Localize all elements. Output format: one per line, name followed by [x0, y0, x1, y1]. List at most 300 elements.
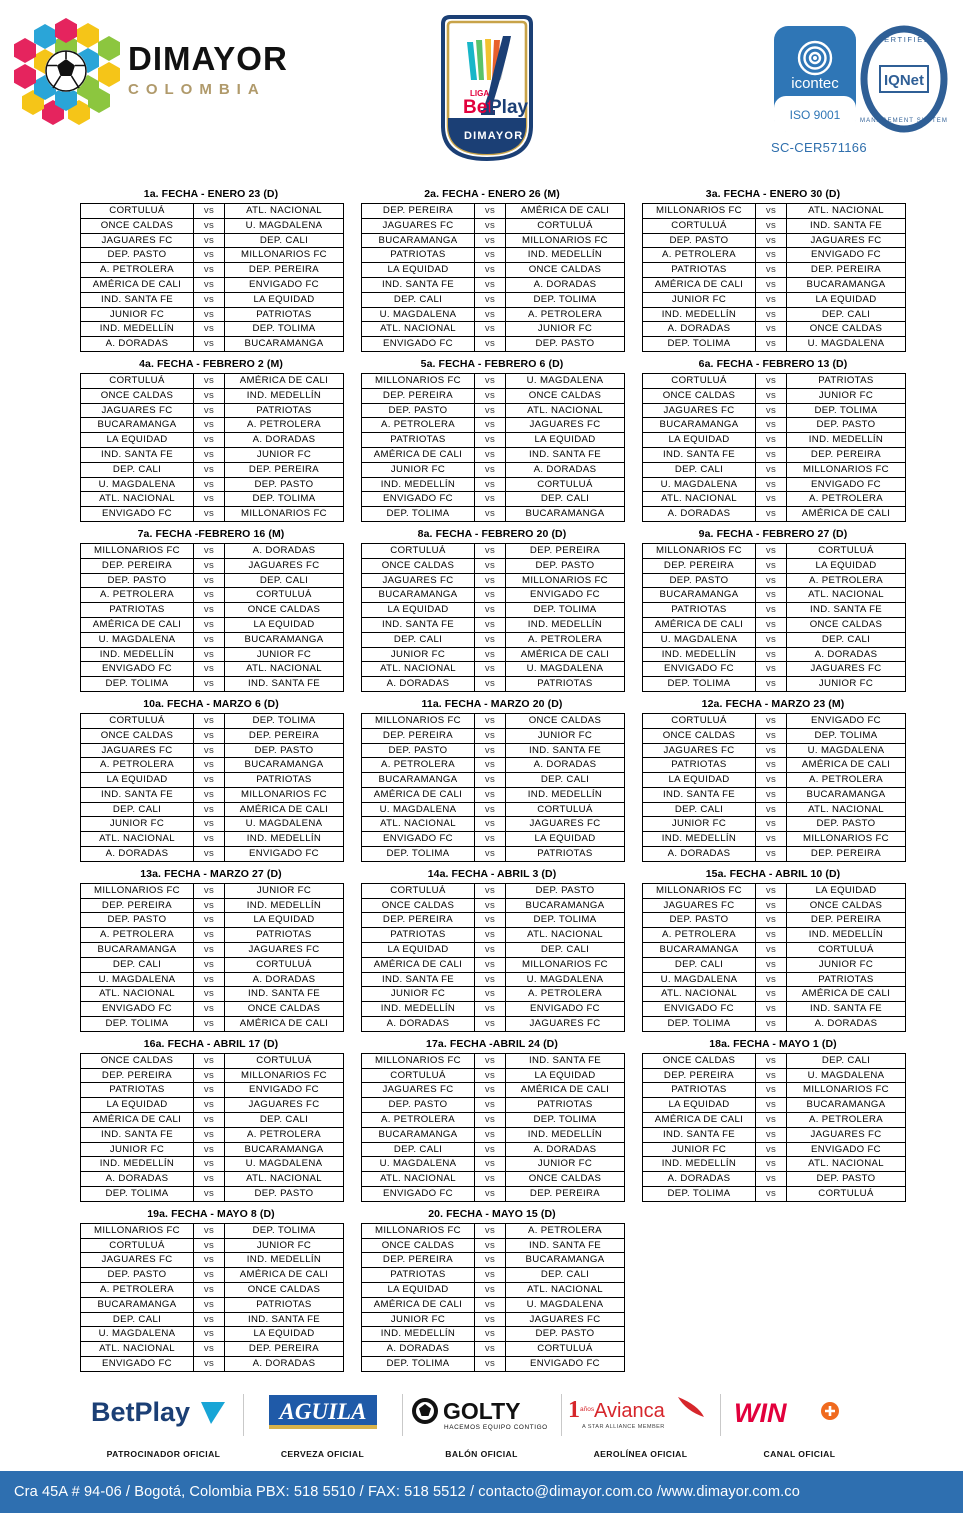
away-team: DEP. CALI: [225, 1113, 344, 1128]
svg-text:AGUILA: AGUILA: [279, 1399, 366, 1424]
vs-label: vs: [194, 802, 225, 817]
table-row: [643, 1068, 906, 1083]
vs-label: vs: [194, 758, 225, 773]
home-team: U. MAGDALENA: [643, 632, 756, 647]
away-team: DEP. CALI: [787, 632, 906, 647]
vs-label: vs: [194, 817, 225, 832]
table-row: [362, 322, 625, 337]
away-team: A. PETROLERA: [506, 987, 625, 1002]
table-row: [81, 1356, 344, 1371]
table-row: [81, 403, 344, 418]
fixtures-table: [80, 1223, 344, 1372]
away-team: MILLONARIOS FC: [225, 1068, 344, 1083]
vs-label: vs: [475, 1157, 506, 1172]
away-team: A. DORADAS: [506, 1142, 625, 1157]
table-row: [362, 913, 625, 928]
home-team: A. PETROLERA: [81, 263, 194, 278]
home-team: MILLONARIOS FC: [362, 1223, 475, 1238]
home-team: A. DORADAS: [362, 1342, 475, 1357]
vs-label: vs: [475, 972, 506, 987]
table-row: [362, 987, 625, 1002]
table-row: [362, 1002, 625, 1017]
home-team: A. DORADAS: [81, 337, 194, 352]
home-team: DEP. PASTO: [81, 573, 194, 588]
away-team: ENVIGADO FC: [225, 847, 344, 862]
table-row: [362, 758, 625, 773]
away-team: JUNIOR FC: [787, 957, 906, 972]
table-row: [81, 1223, 344, 1238]
home-team: ONCE CALDAS: [643, 728, 756, 743]
address-bar: [0, 1471, 963, 1513]
table-row: [81, 307, 344, 322]
home-team: A. PETROLERA: [81, 588, 194, 603]
table-row: [643, 972, 906, 987]
home-team: IND. SANTA FE: [81, 292, 194, 307]
table-row: [362, 292, 625, 307]
table-row: [643, 337, 906, 352]
vs-label: vs: [475, 773, 506, 788]
table-row: [81, 817, 344, 832]
table-row: [362, 1283, 625, 1298]
away-team: IND. MEDELLÍN: [225, 832, 344, 847]
fecha-title: 5a. FECHA - FEBRERO 6 (D): [420, 357, 564, 370]
away-team: AMÉRICA DE CALI: [506, 204, 625, 219]
away-team: DEP. PEREIRA: [225, 1342, 344, 1357]
svg-text:IQNet: IQNet: [883, 72, 925, 89]
vs-label: vs: [475, 418, 506, 433]
away-team: DEP. PEREIRA: [506, 1187, 625, 1202]
vs-label: vs: [194, 883, 225, 898]
sponsor-caption: AEROLÍNEA OFICIAL: [593, 1449, 688, 1459]
home-team: AMÉRICA DE CALI: [643, 277, 756, 292]
table-row: [643, 263, 906, 278]
home-team: LA EQUIDAD: [643, 433, 756, 448]
away-team: MILLONARIOS FC: [506, 573, 625, 588]
away-team: DEP. TOLIMA: [225, 492, 344, 507]
home-team: DEP. PEREIRA: [362, 1253, 475, 1268]
table-row: [643, 713, 906, 728]
home-team: ONCE CALDAS: [81, 1053, 194, 1068]
away-team: A. PETROLERA: [225, 1127, 344, 1142]
home-team: IND. SANTA FE: [81, 787, 194, 802]
fecha-block: [80, 188, 342, 352]
home-team: MILLONARIOS FC: [643, 883, 756, 898]
fecha-block: [642, 698, 904, 862]
table-row: [362, 1017, 625, 1032]
away-team: IND. MEDELLÍN: [225, 1253, 344, 1268]
away-team: ONCE CALDAS: [506, 713, 625, 728]
away-team: IND. SANTA FE: [225, 677, 344, 692]
away-team: A. DORADAS: [506, 462, 625, 477]
table-row: [81, 492, 344, 507]
vs-label: vs: [756, 588, 787, 603]
vs-label: vs: [475, 233, 506, 248]
sponsor-betplay: [85, 1390, 243, 1459]
table-row: [362, 307, 625, 322]
away-team: DEP. PASTO: [225, 477, 344, 492]
vs-label: vs: [475, 1017, 506, 1032]
table-row: [362, 743, 625, 758]
table-row: [362, 847, 625, 862]
table-row: [643, 847, 906, 862]
away-team: MILLONARIOS FC: [225, 507, 344, 522]
home-team: ATL. NACIONAL: [643, 987, 756, 1002]
away-team: BUCARAMANGA: [225, 337, 344, 352]
vs-label: vs: [194, 307, 225, 322]
away-team: ATL. NACIONAL: [787, 802, 906, 817]
home-team: ENVIGADO FC: [81, 662, 194, 677]
away-team: JAGUARES FC: [506, 418, 625, 433]
home-team: A. PETROLERA: [643, 928, 756, 943]
vs-label: vs: [194, 1283, 225, 1298]
vs-label: vs: [756, 322, 787, 337]
home-team: AMÉRICA DE CALI: [362, 787, 475, 802]
away-team: PATRIOTAS: [506, 847, 625, 862]
table-row: [643, 492, 906, 507]
vs-label: vs: [475, 492, 506, 507]
home-team: DEP. PASTO: [362, 743, 475, 758]
table-row: [81, 1127, 344, 1142]
home-team: IND. SANTA FE: [81, 447, 194, 462]
dimayor-hex-emblem-icon: [14, 18, 118, 122]
table-row: [643, 433, 906, 448]
fixtures-table: [642, 203, 906, 352]
home-team: AMÉRICA DE CALI: [81, 277, 194, 292]
home-team: A. DORADAS: [643, 847, 756, 862]
away-team: DEP. CALI: [225, 233, 344, 248]
vs-label: vs: [475, 248, 506, 263]
away-team: DEP. PASTO: [506, 558, 625, 573]
home-team: DEP. PASTO: [81, 1268, 194, 1283]
vs-label: vs: [475, 1297, 506, 1312]
home-team: ONCE CALDAS: [81, 218, 194, 233]
vs-label: vs: [475, 647, 506, 662]
vs-label: vs: [194, 418, 225, 433]
away-team: JAGUARES FC: [225, 943, 344, 958]
away-team: IND. MEDELLÍN: [787, 433, 906, 448]
table-row: [643, 558, 906, 573]
away-team: ONCE CALDAS: [787, 898, 906, 913]
home-team: ATL. NACIONAL: [362, 322, 475, 337]
vs-label: vs: [194, 1002, 225, 1017]
vs-label: vs: [756, 832, 787, 847]
home-team: U. MAGDALENA: [81, 477, 194, 492]
home-team: DEP. PASTO: [362, 1098, 475, 1113]
table-row: [362, 1238, 625, 1253]
away-team: BUCARAMANGA: [787, 787, 906, 802]
home-team: ONCE CALDAS: [643, 388, 756, 403]
vs-label: vs: [194, 773, 225, 788]
table-row: [643, 277, 906, 292]
home-team: A. DORADAS: [362, 677, 475, 692]
vs-label: vs: [194, 462, 225, 477]
vs-label: vs: [475, 1002, 506, 1017]
away-team: A. PETROLERA: [506, 307, 625, 322]
vs-label: vs: [475, 507, 506, 522]
table-row: [643, 1172, 906, 1187]
vs-label: vs: [475, 1053, 506, 1068]
sponsor-avianca: [562, 1390, 720, 1459]
vs-label: vs: [194, 1297, 225, 1312]
fecha-block: [80, 868, 342, 1032]
away-team: LA EQUIDAD: [506, 832, 625, 847]
fecha-block: [361, 698, 623, 862]
table-row: [362, 617, 625, 632]
sponsor-caption: PATROCINADOR OFICIAL: [106, 1449, 221, 1459]
table-row: [81, 972, 344, 987]
table-row: [362, 883, 625, 898]
sponsor-caption: BALÓN OFICIAL: [445, 1449, 518, 1459]
home-team: JUNIOR FC: [81, 817, 194, 832]
away-team: ATL. NACIONAL: [787, 204, 906, 219]
away-team: DEP. PEREIRA: [787, 913, 906, 928]
home-team: CORTULUÁ: [362, 1068, 475, 1083]
home-team: ATL. NACIONAL: [81, 832, 194, 847]
fecha-title: 3a. FECHA - ENERO 30 (D): [705, 188, 841, 200]
home-team: DEP. TOLIMA: [81, 677, 194, 692]
away-team: JAGUARES FC: [225, 1098, 344, 1113]
table-row: [81, 204, 344, 219]
away-team: U. MAGDALENA: [506, 1297, 625, 1312]
fixtures-table: [361, 1223, 625, 1372]
away-team: IND. MEDELLÍN: [506, 1127, 625, 1142]
vs-label: vs: [475, 1327, 506, 1342]
vs-label: vs: [475, 462, 506, 477]
away-team: A. PETROLERA: [787, 773, 906, 788]
away-team: DEP. CALI: [506, 1268, 625, 1283]
home-team: CORTULUÁ: [362, 883, 475, 898]
svg-text:Avianca: Avianca: [593, 1400, 665, 1422]
vs-label: vs: [756, 928, 787, 943]
fecha-title: 7a. FECHA -FEBRERO 16 (M): [137, 527, 285, 540]
away-team: DEP. TOLIMA: [506, 603, 625, 618]
table-row: [643, 832, 906, 847]
vs-label: vs: [756, 292, 787, 307]
vs-label: vs: [194, 987, 225, 1002]
svg-text:CERTIFIED: CERTIFIED: [877, 35, 931, 44]
vs-label: vs: [756, 787, 787, 802]
aguila-logo-icon: [244, 1390, 402, 1436]
table-row: [81, 418, 344, 433]
home-team: DEP. TOLIMA: [81, 1017, 194, 1032]
sponsor-golty: [403, 1390, 561, 1459]
home-team: LA EQUIDAD: [362, 603, 475, 618]
fecha-title: 8a. FECHA - FEBRERO 20 (D): [417, 527, 567, 540]
vs-label: vs: [475, 543, 506, 558]
fixtures-table: [642, 543, 906, 692]
home-team: DEP. PASTO: [643, 573, 756, 588]
vs-label: vs: [756, 1002, 787, 1017]
away-team: DEP. TOLIMA: [225, 1223, 344, 1238]
vs-label: vs: [756, 233, 787, 248]
table-row: [81, 647, 344, 662]
away-team: IND. SANTA FE: [787, 1002, 906, 1017]
table-row: [643, 573, 906, 588]
table-row: [362, 802, 625, 817]
home-team: IND. MEDELLÍN: [81, 1157, 194, 1172]
vs-label: vs: [756, 802, 787, 817]
fecha-block: [361, 528, 623, 692]
home-team: IND. SANTA FE: [643, 447, 756, 462]
home-team: ENVIGADO FC: [81, 507, 194, 522]
away-team: JUNIOR FC: [506, 728, 625, 743]
away-team: JUNIOR FC: [787, 677, 906, 692]
home-team: DEP. TOLIMA: [81, 1187, 194, 1202]
fecha-title: 19a. FECHA - MAYO 8 (D): [147, 1207, 275, 1220]
home-team: MILLONARIOS FC: [643, 543, 756, 558]
table-row: [81, 1238, 344, 1253]
fecha-block: [642, 1038, 904, 1202]
table-row: [362, 507, 625, 522]
vs-label: vs: [756, 647, 787, 662]
away-team: ENVIGADO FC: [787, 1142, 906, 1157]
vs-label: vs: [475, 558, 506, 573]
table-row: [643, 1098, 906, 1113]
away-team: A. PETROLERA: [506, 632, 625, 647]
away-team: JAGUARES FC: [506, 1312, 625, 1327]
vs-label: vs: [475, 832, 506, 847]
sponsor-caption: CERVEZA OFICIAL: [280, 1449, 365, 1459]
vs-label: vs: [194, 1083, 225, 1098]
away-team: ENVIGADO FC: [225, 1083, 344, 1098]
fecha-block: [642, 868, 904, 1032]
home-team: JUNIOR FC: [643, 1142, 756, 1157]
hex-tile: [14, 38, 36, 63]
vs-label: vs: [475, 743, 506, 758]
vs-label: vs: [194, 1157, 225, 1172]
table-row: [81, 1342, 344, 1357]
away-team: A. DORADAS: [506, 758, 625, 773]
svg-text:GOLTY: GOLTY: [442, 1398, 521, 1424]
away-team: DEP. PASTO: [506, 337, 625, 352]
home-team: U. MAGDALENA: [362, 802, 475, 817]
home-team: PATRIOTAS: [643, 758, 756, 773]
fixtures-table: [80, 713, 344, 862]
away-team: ENVIGADO FC: [787, 477, 906, 492]
away-team: ENVIGADO FC: [225, 277, 344, 292]
away-team: AMÉRICA DE CALI: [225, 802, 344, 817]
vs-label: vs: [194, 957, 225, 972]
away-team: IND. SANTA FE: [787, 218, 906, 233]
vs-label: vs: [475, 898, 506, 913]
table-row: [362, 462, 625, 477]
table-row: [643, 1113, 906, 1128]
away-team: DEP. PASTO: [787, 1172, 906, 1187]
away-team: ONCE CALDAS: [225, 1283, 344, 1298]
table-row: [643, 728, 906, 743]
vs-label: vs: [756, 1127, 787, 1142]
away-team: ATL. NACIONAL: [787, 588, 906, 603]
home-team: BUCARAMANGA: [81, 418, 194, 433]
home-team: U. MAGDALENA: [643, 477, 756, 492]
vs-label: vs: [475, 883, 506, 898]
vs-label: vs: [194, 1253, 225, 1268]
table-row: [81, 728, 344, 743]
away-team: BUCARAMANGA: [506, 1253, 625, 1268]
svg-text:ISO 9001: ISO 9001: [789, 108, 841, 122]
away-team: U. MAGDALENA: [787, 743, 906, 758]
away-team: CORTULUÁ: [225, 1053, 344, 1068]
fecha-title: 12a. FECHA - MARZO 23 (M): [701, 697, 845, 710]
vs-label: vs: [756, 307, 787, 322]
vs-label: vs: [756, 677, 787, 692]
home-team: MILLONARIOS FC: [81, 1223, 194, 1238]
page-header: [0, 0, 963, 172]
table-row: [81, 447, 344, 462]
home-team: BUCARAMANGA: [362, 773, 475, 788]
hex-tile: [98, 62, 120, 87]
vs-label: vs: [756, 972, 787, 987]
vs-label: vs: [475, 928, 506, 943]
vs-label: vs: [194, 1268, 225, 1283]
vs-label: vs: [756, 883, 787, 898]
fixtures-table: [80, 373, 344, 522]
table-row: [643, 373, 906, 388]
fecha-block: [361, 1208, 623, 1372]
home-team: DEP. TOLIMA: [643, 677, 756, 692]
home-team: DEP. TOLIMA: [643, 1187, 756, 1202]
table-row: [81, 558, 344, 573]
home-team: A. DORADAS: [362, 1017, 475, 1032]
away-team: U. MAGDALENA: [225, 1157, 344, 1172]
vs-label: vs: [194, 263, 225, 278]
address-text: Cra 45A # 94-06 / Bogotá, Colombia PBX: 518 5510 / FAX: 518 5512 / contacto@dimayor.com.co /www.dimayor.com.co: [14, 1484, 800, 1500]
table-row: [81, 218, 344, 233]
home-team: IND. MEDELLÍN: [643, 832, 756, 847]
away-team: CORTULUÁ: [225, 957, 344, 972]
table-row: [362, 1312, 625, 1327]
away-team: IND. SANTA FE: [506, 1238, 625, 1253]
table-row: [362, 928, 625, 943]
fecha-title: 4a. FECHA - FEBRERO 2 (M): [139, 357, 283, 370]
vs-label: vs: [475, 263, 506, 278]
vs-label: vs: [756, 1098, 787, 1113]
home-team: DEP. CALI: [81, 802, 194, 817]
home-team: MILLONARIOS FC: [362, 713, 475, 728]
bet-text: Bet: [463, 97, 494, 118]
fixtures-table: [361, 373, 625, 522]
away-team: ONCE CALDAS: [506, 263, 625, 278]
home-team: BUCARAMANGA: [81, 943, 194, 958]
table-row: [643, 883, 906, 898]
home-team: JUNIOR FC: [643, 292, 756, 307]
away-team: DEP. CALI: [506, 943, 625, 958]
home-team: DEP. PEREIRA: [643, 558, 756, 573]
table-row: [81, 1142, 344, 1157]
away-team: DEP. PEREIRA: [225, 263, 344, 278]
table-row: [362, 972, 625, 987]
table-row: [81, 233, 344, 248]
fecha-title: 11a. FECHA - MARZO 20 (D): [421, 697, 563, 710]
vs-label: vs: [756, 418, 787, 433]
home-team: DEP. CALI: [81, 1312, 194, 1327]
fecha-block: [80, 528, 342, 692]
away-team: A. DORADAS: [787, 1017, 906, 1032]
away-team: IND. SANTA FE: [225, 1312, 344, 1327]
vs-label: vs: [756, 263, 787, 278]
fecha-block: [361, 868, 623, 1032]
away-team: A. PETROLERA: [787, 1113, 906, 1128]
home-team: IND. SANTA FE: [81, 1127, 194, 1142]
away-team: CORTULUÁ: [506, 477, 625, 492]
fixtures-table: [642, 373, 906, 522]
vs-label: vs: [475, 987, 506, 1002]
vs-label: vs: [475, 1356, 506, 1371]
vs-label: vs: [756, 728, 787, 743]
fecha-title: 10a. FECHA - MARZO 6 (D): [143, 697, 279, 710]
table-row: [81, 943, 344, 958]
table-row: [81, 787, 344, 802]
